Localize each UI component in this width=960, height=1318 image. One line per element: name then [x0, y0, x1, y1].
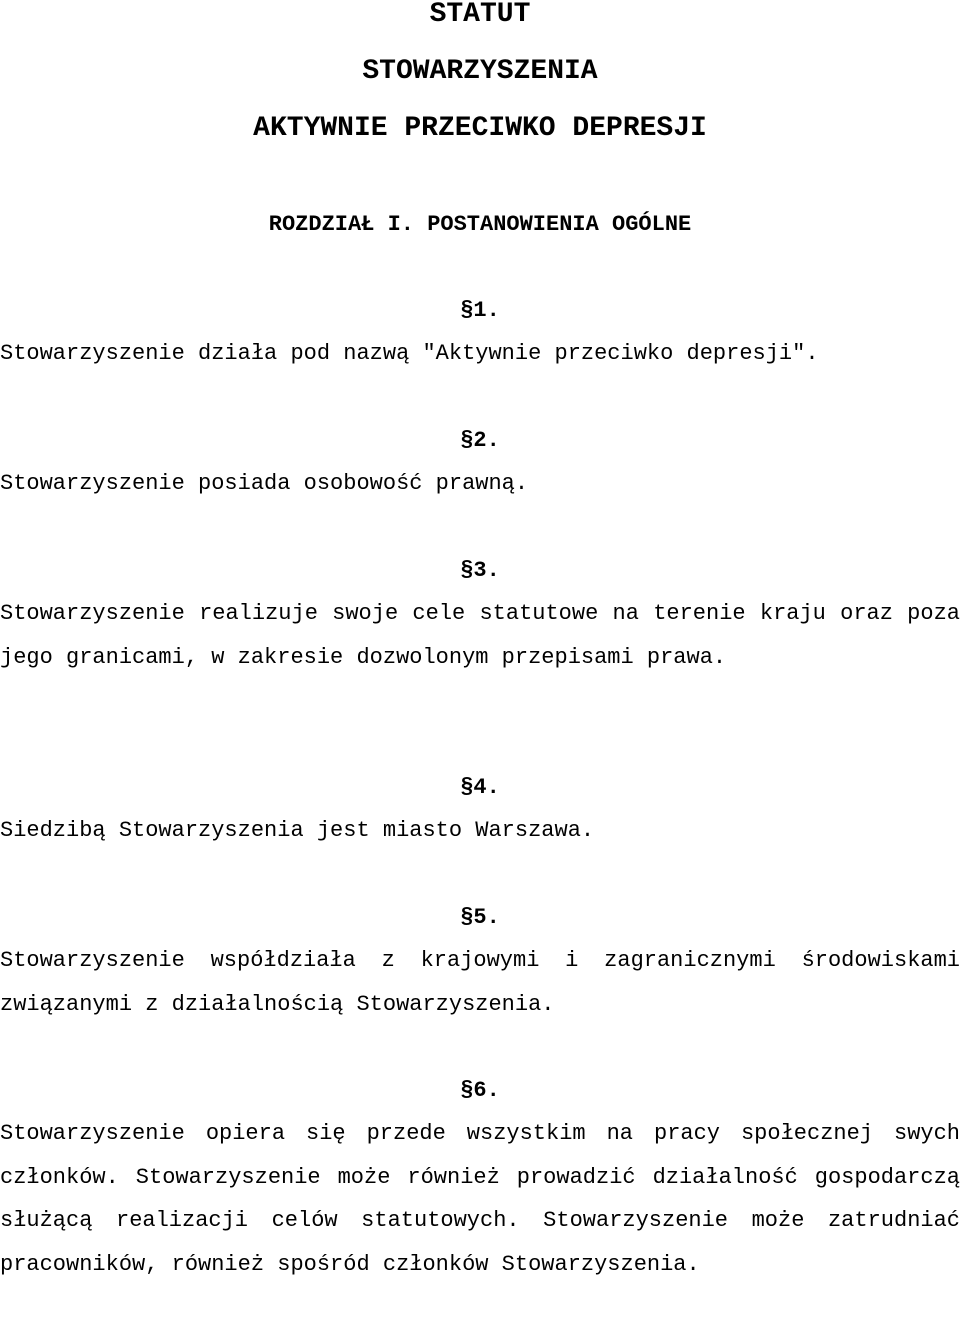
section-sign: § — [460, 428, 474, 453]
section-heading-1 — [0, 298, 960, 324]
section-text-3: Stowarzyszenie realizuje swoje cele statutowe na terenie kraju oraz poza jego granicami, w zakresie dozwolonym przepisami prawa. — [0, 601, 960, 670]
section-sign: § — [460, 905, 474, 930]
section-text-5: Stowarzyszenie współdziała z krajowymi i zagranicznymi środowiskami związanymi z działalnością Stowarzyszenia. — [0, 948, 960, 1017]
section-number: 6. — [473, 1078, 500, 1103]
chapter-heading: ROZDZIAŁ I. POSTANOWIENIA OGÓLNE — [268, 212, 692, 237]
section-number: 2. — [473, 428, 500, 453]
section-number: 1. — [473, 298, 500, 323]
section-text-1: Stowarzyszenie działa pod nazwą "Aktywnie przeciwko depresji". — [0, 341, 819, 366]
section-sign: § — [460, 558, 474, 583]
document-title-line-2: STOWARZYSZENIA — [362, 56, 598, 87]
section-sign: § — [460, 775, 474, 800]
section-heading-4 — [0, 775, 960, 801]
document-title-line-3: AKTYWNIE PRZECIWKO DEPRESJI — [253, 113, 707, 144]
section-heading-5 — [0, 905, 960, 931]
section-heading-3 — [0, 558, 960, 584]
section-number: 4. — [473, 775, 500, 800]
section-text-4: Siedzibą Stowarzyszenia jest miasto Warszawa. — [0, 818, 595, 843]
section-heading-2 — [0, 428, 960, 454]
section-sign: § — [460, 1078, 474, 1103]
section-number: 5. — [473, 905, 500, 930]
document-title-line-1: STATUT — [429, 0, 531, 30]
section-text-6: Stowarzyszenie opiera się przede wszystkim na pracy społecznej swych członków. Stowarzyszenie może również prowadzić działalność gospodarczą służącą realizacji celów statutowych. Stowarzyszenie może zatrudniać pracowników, również spośród członków Stowarzyszenia. — [0, 1121, 960, 1277]
section-text-2: Stowarzyszenie posiada osobowość prawną. — [0, 471, 529, 496]
section-sign: § — [460, 298, 474, 323]
section-heading-6 — [0, 1078, 960, 1104]
section-number: 3. — [473, 558, 500, 583]
